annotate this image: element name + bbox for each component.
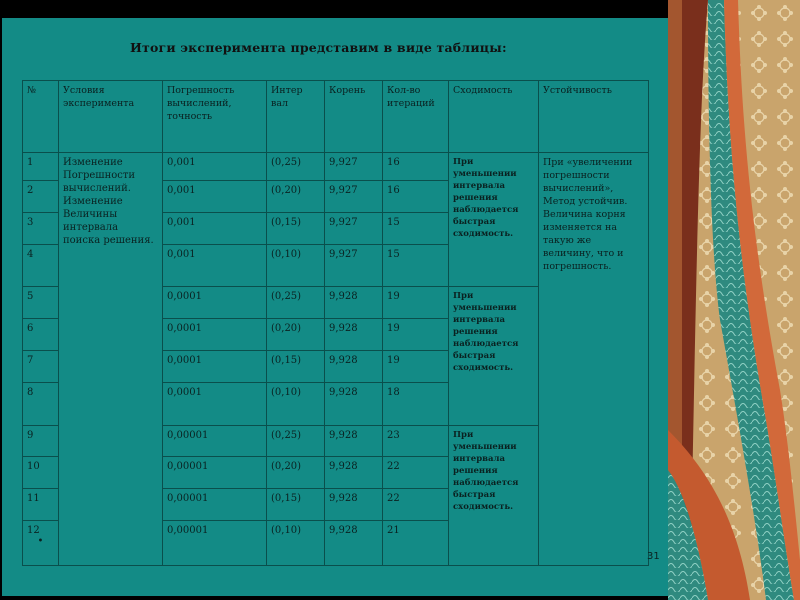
iterations-cell: 15 <box>383 244 449 287</box>
row-number-cell <box>23 287 59 319</box>
column-header: Интер вал <box>267 81 325 153</box>
interval-cell: (0,15) <box>267 212 325 244</box>
precision-cell: 0,001 <box>163 180 267 212</box>
root-cell: 9,927 <box>325 244 383 287</box>
iterations-cell: 22 <box>383 489 449 521</box>
column-header: Корень <box>325 81 383 153</box>
iterations-cell: 16 <box>383 153 449 181</box>
row-number: 1 <box>27 157 34 169</box>
root-cell: 9,928 <box>325 351 383 383</box>
root-cell: 9,927 <box>325 153 383 181</box>
table-header-row <box>23 81 649 153</box>
row-number-cell <box>23 521 59 566</box>
interval-cell: (0,20) <box>267 457 325 489</box>
row-number-cell <box>23 319 59 351</box>
column-header: Сходимость <box>449 81 539 153</box>
root-cell: 9,928 <box>325 489 383 521</box>
column-header: Кол-во итераций <box>383 81 449 153</box>
page-number: 31 <box>647 551 660 562</box>
iterations-cell: 22 <box>383 457 449 489</box>
precision-cell: 0,001 <box>163 244 267 287</box>
root-cell: 9,928 <box>325 457 383 489</box>
row-number-cell <box>23 489 59 521</box>
iterations-cell: 19 <box>383 287 449 319</box>
iterations-cell: 18 <box>383 383 449 426</box>
precision-cell: 0,0001 <box>163 383 267 426</box>
row-number: 7 <box>27 355 34 367</box>
row-number: 10 <box>27 461 40 473</box>
convergence-cell: При уменьшении интервала решения наблюдается быстрая сходимость. <box>449 425 539 565</box>
row-number: 2 <box>27 184 34 196</box>
row-number-mark: • <box>37 536 44 548</box>
root-cell: 9,928 <box>325 425 383 457</box>
precision-cell: 0,001 <box>163 153 267 181</box>
root-cell: 9,928 <box>325 319 383 351</box>
row-number: 4 <box>27 248 34 260</box>
column-header: Условия эксперимента <box>59 81 163 153</box>
root-cell: 9,928 <box>325 287 383 319</box>
column-header: Погрешность вычислений, точность <box>163 81 267 153</box>
decorative-side-ornament <box>668 0 800 600</box>
column-header: № <box>23 81 59 153</box>
row-number: 12 <box>27 525 40 537</box>
row-number: 8 <box>27 387 34 399</box>
conditions-cell: Изменение Погрешности вычислений. Изменение Величины интервала поиска решения. <box>59 153 163 566</box>
row-number: 9 <box>27 429 34 441</box>
row-number: 6 <box>27 323 34 335</box>
precision-cell: 0,00001 <box>163 489 267 521</box>
precision-cell: 0,001 <box>163 212 267 244</box>
column-header: Устойчивость <box>539 81 649 153</box>
iterations-cell: 21 <box>383 521 449 566</box>
convergence-cell: При уменьшении интервала решения наблюдается быстрая сходимость. <box>449 287 539 425</box>
row-number-cell <box>23 212 59 244</box>
root-cell: 9,928 <box>325 383 383 426</box>
iterations-cell: 19 <box>383 319 449 351</box>
root-cell: 9,927 <box>325 180 383 212</box>
precision-cell: 0,0001 <box>163 351 267 383</box>
precision-cell: 0,0001 <box>163 287 267 319</box>
precision-cell: 0,0001 <box>163 319 267 351</box>
iterations-cell: 23 <box>383 425 449 457</box>
root-cell: 9,927 <box>325 212 383 244</box>
row-number: 11 <box>27 493 40 505</box>
stability-cell <box>539 153 649 566</box>
interval-cell: (0,25) <box>267 287 325 319</box>
row-number: 3 <box>27 216 34 228</box>
iterations-cell: 15 <box>383 212 449 244</box>
interval-cell: (0,10) <box>267 521 325 566</box>
iterations-cell: 19 <box>383 351 449 383</box>
results-table <box>22 80 649 566</box>
interval-cell: (0,15) <box>267 489 325 521</box>
interval-cell: (0,15) <box>267 351 325 383</box>
root-cell: 9,928 <box>325 521 383 566</box>
row-number-cell <box>23 425 59 457</box>
convergence-cell: При уменьшении интервала решения наблюдается быстрая сходимость. <box>449 153 539 287</box>
row-number-cell <box>23 351 59 383</box>
interval-cell: (0,25) <box>267 153 325 181</box>
row-number: 5 <box>27 291 34 303</box>
slide-title: Итоги эксперимента представим в виде таблицы: <box>130 40 507 55</box>
precision-cell: 0,00001 <box>163 457 267 489</box>
precision-cell: 0,00001 <box>163 521 267 566</box>
iterations-cell: 16 <box>383 180 449 212</box>
row-number-cell <box>23 383 59 426</box>
row-number-cell <box>23 457 59 489</box>
interval-cell: (0,20) <box>267 180 325 212</box>
row-number-cell <box>23 244 59 287</box>
interval-cell: (0,10) <box>267 244 325 287</box>
row-number-cell <box>23 180 59 212</box>
row-number-cell <box>23 153 59 181</box>
precision-cell: 0,00001 <box>163 425 267 457</box>
stability-text: При «увеличении погрешности вычислений», Метод устойчив. Величина корня изменяется на такую же величину, что и погрешность. <box>543 157 633 273</box>
table-row <box>23 153 649 181</box>
interval-cell: (0,10) <box>267 383 325 426</box>
interval-cell: (0,25) <box>267 425 325 457</box>
interval-cell: (0,20) <box>267 319 325 351</box>
